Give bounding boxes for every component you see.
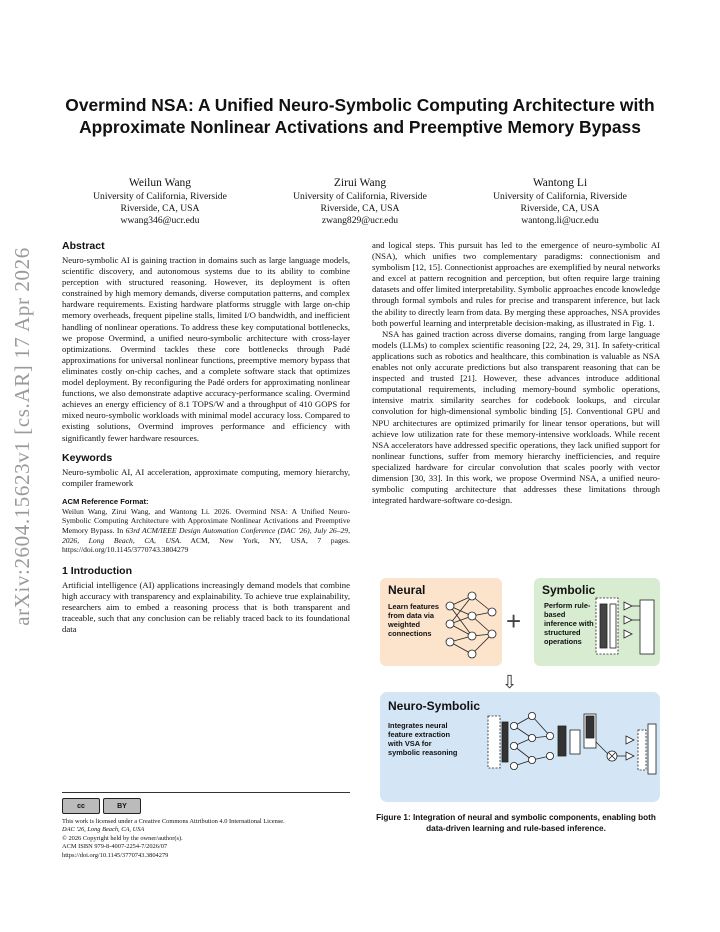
plus-icon: + xyxy=(506,606,522,636)
neuro-symbolic-title: Neuro-Symbolic xyxy=(388,699,481,713)
svg-text:Integrates neural: Integrates neural xyxy=(388,721,448,730)
author-name: Weilun Wang xyxy=(128,177,192,189)
author-affiliation: University of California, Riverside xyxy=(93,191,227,202)
keywords-text: Neuro-symbolic AI, AI acceleration, approximate computing, memory hierarchy, compiler framework xyxy=(62,466,350,488)
author-location: Riverside, CA, USA xyxy=(120,203,200,214)
author-block xyxy=(60,176,660,227)
author-email: wantong.li@ucr.edu xyxy=(521,215,599,226)
cc-icon: cc xyxy=(62,798,100,814)
footer-rule xyxy=(62,792,350,793)
cc-license-badge xyxy=(62,798,350,814)
license-text: This work is licensed under a Creative Commons Attribution 4.0 International License. xyxy=(62,818,285,825)
introduction-paragraph-2: NSA has gained traction across diverse domains, ranging from large language models (LLMs) to complex scientific reasoning [22, 24, 29, 31]. In safety-critical applications such as robotics and healthcare, this combination is valuable as NSA enables not only accurate predictions but also transparent reasoning that can be inspected and trusted [21]. However, these advances introduce additional computational requirements, including memory-bound symbolic operations, intensive matrix similarity searches for codebook lookups, and circular convolution for high-dimensional symbolic binding [5]. Conventional GPU and NPU architectures are optimized primarily for linear tensor operations, but will achieve low utilization rate for these memory-intensive workloads. While recent NSA accelerators have addressed specific operations, they lack unified support for nonlinear functions, suffer from memory hierarchy inefficiencies, and require specialized hardware for circular convolution that scales poorly with vector dimension [30, 33]. In this work, we propose Overmind NSA, a unified neuro-symbolic computing architecture that addresses these limitations through integrated hardware-software co-design. xyxy=(372,328,660,506)
isbn-text: ACM ISBN 979-8-4007-2254-7/2026/07 xyxy=(62,843,168,851)
doi-link[interactable]: https://doi.org/10.1145/3770743.3804279 xyxy=(62,851,169,859)
author-email: wwang346@ucr.edu xyxy=(120,215,200,226)
svg-text:inference with: inference with xyxy=(544,619,594,628)
left-column xyxy=(62,240,350,635)
abstract-heading: Abstract xyxy=(62,240,105,252)
symbolic-title: Symbolic xyxy=(542,583,596,597)
arxiv-stamp-text: arXiv:2604.15623v1 [cs.AR] 17 Apr 2026 xyxy=(9,246,34,626)
keywords-heading: Keywords xyxy=(62,451,113,464)
neural-title: Neural xyxy=(388,583,426,597)
abstract-text: Neuro-symbolic AI is gaining traction in domains such as large language models, scientific discovery, and autonomous systems due to its ability to combine perception with structured reasoning. However, its deployment is often constrained by high memory demands, diverse computation patterns, and complex hardware requirements. Existing hardware platforms struggle with large on-chip memory overheads, frequent pipeline stalls, limited I/O bandwidth, and inefficient handling of nonlinear operations. To address these key computational bottlenecks, we propose Overmind, a unified neuro-symbolic architecture with cross-layer optimizations. Overmind tackles these core bottlenecks through Padé approximations for universal nonlinear functions, preemptive memory bypass that eliminates costly on-chip caches, and a complete software stack that optimizes model deployment. By reconfiguring the Padé orders for approximating nonlinear functions, we also demonstrate adaptive accuracy-performance scaling. Overmind achieves an energy efficiency of 8.1 TOPS/W and a throughput of 410 GOPS for mixed neuro-symbolic workloads with minimal model accuracy loss. Compared to existing solutions, Overmind improves performance and efficiency with significantly fewer hardware resources. xyxy=(62,255,350,443)
author-email: zwang829@ucr.edu xyxy=(321,215,399,226)
author-affiliation: University of California, Riverside xyxy=(493,191,627,202)
acm-reference-heading: ACM Reference Format: xyxy=(62,496,149,506)
svg-text:symbolic reasoning: symbolic reasoning xyxy=(388,748,458,757)
svg-text:Perform rule-: Perform rule- xyxy=(544,601,591,610)
author-3 xyxy=(460,176,660,227)
svg-text:based: based xyxy=(544,610,566,619)
author-name: Wantong Li xyxy=(532,177,588,189)
introduction-heading: 1 Introduction xyxy=(62,564,132,577)
introduction-paragraph-1-cont: and logical steps. This pursuit has led to the emergence of neuro-symbolic AI (NSA), which unifies two complementary paradigms: connectionism and symbolism [12, 15]. Connectionist approaches are exemplified by neural networks and excel at pattern recognition and perception, but often require large training datasets and offer limited interpretability. Symbolic approaches encode knowledge through formal symbols and rules for precise and transparent inference, but lack the ability to directly learn from data. By merging these approaches, NSA provides both powerful learning and interpretable decision-making, as illustrated in Fig. 1. xyxy=(372,240,660,328)
acm-reference-text: Weilun Wang, Zirui Wang, and Wantong Li. 2026. Overmind NSA: A Unified Neuro-Symbolic Computing Architecture with Approximate Nonlinear Activations and Preemptive Memory Bypass. In 63rd ACM/IEEE Design Automation Conference (DAC '26), July 26–29, 2026, Long Beach, CA, USA. ACM, New York, NY, USA, 7 pages. https://doi.org/10.1145/3770743.3804279 xyxy=(62,506,350,555)
svg-text:connections: connections xyxy=(388,629,432,638)
author-location: Riverside, CA, USA xyxy=(320,203,400,214)
author-affiliation: University of California, Riverside xyxy=(293,191,427,202)
svg-text:Learn features: Learn features xyxy=(388,602,439,611)
acm-reference-venue: 63rd ACM/IEEE Design Automation Conference (DAC '26), July 26–29, 2026, Long Beach, CA, USA. xyxy=(62,525,350,545)
svg-text:operations: operations xyxy=(544,637,582,646)
svg-text:structured: structured xyxy=(544,628,581,637)
author-location: Riverside, CA, USA xyxy=(520,203,600,214)
venue-text: DAC '26, Long Beach, CA, USA xyxy=(62,826,145,834)
arxiv-stamp xyxy=(2,246,42,626)
footer-notes xyxy=(62,792,350,860)
svg-text:with VSA for: with VSA for xyxy=(388,739,432,748)
author-1 xyxy=(60,176,260,227)
svg-text:feature extraction: feature extraction xyxy=(388,730,451,739)
svg-text:from data via: from data via xyxy=(388,611,435,620)
author-name: Zirui Wang xyxy=(333,177,387,189)
by-icon: BY xyxy=(103,798,141,814)
svg-text:weighted: weighted xyxy=(388,620,421,629)
figure-1 xyxy=(378,576,662,808)
figure-caption: Figure 1: Integration of neural and symbolic components, enabling both data-driven learning and rule-based inference. xyxy=(376,813,656,833)
paper-title: Overmind NSA: A Unified Neuro-Symbolic Computing Architecture with Approximate Nonlinear Activations and Preemptive Memory Bypass xyxy=(65,95,655,137)
right-column xyxy=(372,240,660,506)
author-2 xyxy=(260,176,460,227)
introduction-paragraph-1: Artificial intelligence (AI) applications increasingly demand models that combine high accuracy with transparency and explainability. To achieve true explainability, researchers aim to embed a reasoning process that is both transparent and traceable, such that any conclusion can be reliably traced back to its foundational data xyxy=(62,579,350,635)
down-arrow-icon: ⇩ xyxy=(502,672,518,692)
copyright-text: © 2026 Copyright held by the owner/author(s). xyxy=(62,834,183,842)
